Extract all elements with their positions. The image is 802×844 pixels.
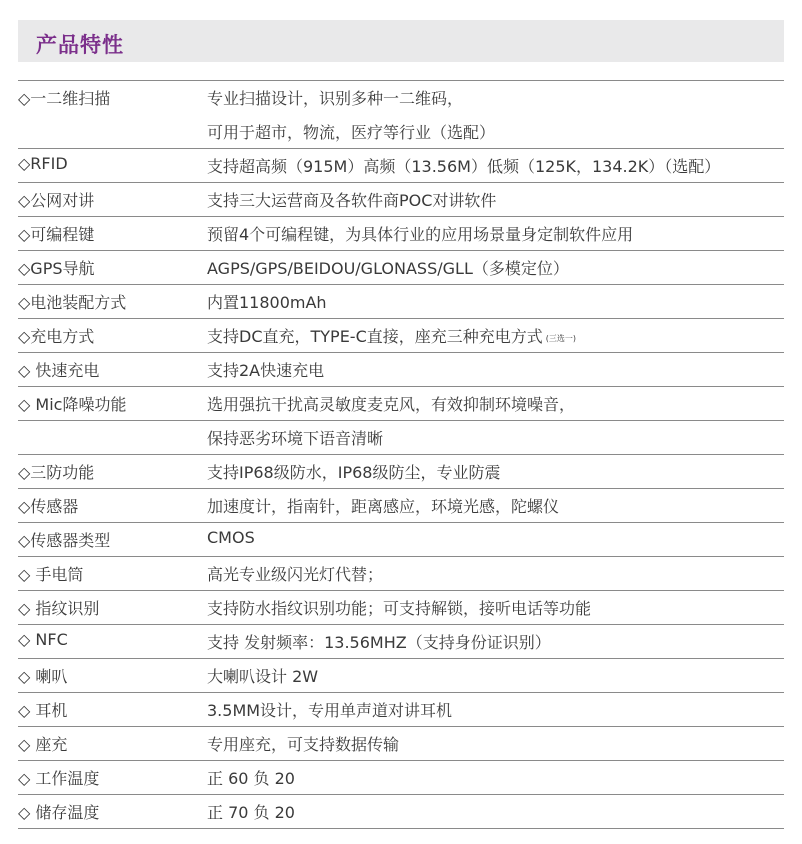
spec-label: ◇传感器类型 <box>18 531 111 550</box>
spec-value-text: 支持超高频（915M）高频（13.56M）低频（125K，134.2K）（选配） <box>207 157 721 176</box>
spec-value <box>207 86 463 109</box>
spec-row <box>18 183 784 217</box>
spec-value-text: 专业扫描设计，识别多种一二维码， <box>207 89 464 108</box>
spec-label: ◇电池装配方式 <box>18 293 127 312</box>
spec-value <box>207 324 576 347</box>
spec-value <box>207 256 569 279</box>
spec-value <box>207 664 318 687</box>
spec-table <box>18 80 784 829</box>
spec-value-text: 预留4个可编程键，为具体行业的应用场景量身定制软件应用 <box>207 225 634 244</box>
spec-value-text: 3.5MM设计，专用单声道对讲耳机 <box>207 701 453 720</box>
spec-value-text: 高光专业级闪光灯代替； <box>207 565 384 584</box>
spec-label: ◇ 快速充电 <box>18 361 100 380</box>
spec-row <box>18 489 784 523</box>
spec-value <box>207 120 495 143</box>
spec-label: ◇ 耳机 <box>18 701 68 720</box>
spec-value-text: 大喇叭设计 2W <box>207 667 319 686</box>
spec-row <box>18 81 784 115</box>
spec-label: ◇ 手电筒 <box>18 565 84 584</box>
spec-value <box>207 460 500 483</box>
spec-value-text: 支持2A快速充电 <box>207 361 325 380</box>
spec-label: ◇可编程键 <box>18 225 95 244</box>
spec-label: ◇三防功能 <box>18 463 95 482</box>
spec-value-text: CMOS <box>207 528 255 547</box>
spec-row <box>18 319 784 353</box>
spec-row <box>18 285 784 319</box>
spec-row <box>18 761 784 795</box>
spec-row <box>18 115 784 149</box>
spec-value-text: 保持恶劣环境下语音清晰 <box>207 429 384 448</box>
spec-value <box>207 392 575 415</box>
spec-row <box>18 387 784 421</box>
spec-row <box>18 591 784 625</box>
spec-value-text: 可用于超市，物流，医疗等行业（选配） <box>207 123 496 142</box>
spec-value-text: AGPS/GPS/BEIDOU/GLONASS/GLL（多模定位） <box>207 259 569 278</box>
spec-label: ◇ 工作温度 <box>18 769 100 788</box>
spec-row <box>18 727 784 761</box>
spec-value-note: (三选一) <box>545 334 576 343</box>
spec-row <box>18 795 784 829</box>
spec-value <box>207 494 559 517</box>
spec-value <box>207 630 551 653</box>
spec-row <box>18 217 784 251</box>
spec-value <box>207 426 383 449</box>
spec-value <box>207 290 327 313</box>
spec-value-text: 加速度计，指南针，距离感应，环境光感，陀螺仪 <box>207 497 560 516</box>
spec-row <box>18 523 784 557</box>
spec-row <box>18 149 784 183</box>
spec-row <box>18 659 784 693</box>
spec-row <box>18 251 784 285</box>
spec-value <box>207 154 720 177</box>
spec-label: ◇ Mic降噪功能 <box>18 395 127 414</box>
spec-value <box>207 222 633 245</box>
spec-value <box>207 698 452 721</box>
spec-value-text: 支持防水指纹识别功能；可支持解锁，接听电话等功能 <box>207 599 592 618</box>
spec-value <box>207 562 383 585</box>
spec-row <box>18 353 784 387</box>
spec-label: ◇ 储存温度 <box>18 803 100 822</box>
spec-value <box>207 800 295 823</box>
spec-value <box>207 528 255 547</box>
spec-value-text: 正 60 负 20 <box>207 769 295 788</box>
spec-value <box>207 596 591 619</box>
spec-value-text: 选用强抗干扰高灵敏度麦克风，有效抑制环境噪音， <box>207 395 576 414</box>
spec-label: ◇充电方式 <box>18 327 95 346</box>
spec-value <box>207 732 399 755</box>
spec-label: ◇ 座充 <box>18 735 68 754</box>
spec-value <box>207 358 324 381</box>
spec-value-text: 支持 发射频率：13.56MHZ（支持身份证识别） <box>207 633 551 652</box>
spec-label: ◇一二维扫描 <box>18 89 111 108</box>
spec-label: ◇传感器 <box>18 497 79 516</box>
spec-value-text: 专用座充，可支持数据传输 <box>207 735 400 754</box>
spec-row <box>18 421 784 455</box>
spec-label: ◇公网对讲 <box>18 191 95 210</box>
spec-value-text: 内置11800mAh <box>207 293 327 312</box>
spec-row <box>18 625 784 659</box>
spec-row <box>18 693 784 727</box>
spec-value-text: 支持IP68级防水，IP68级防尘，专业防震 <box>207 463 501 482</box>
spec-label: ◇RFID <box>18 154 68 173</box>
spec-value-text: 支持三大运营商及各软件商POC对讲软件 <box>207 191 497 210</box>
spec-value-text: 支持DC直充，TYPE-C直接，座充三种充电方式 <box>207 327 543 346</box>
spec-row <box>18 455 784 489</box>
section-title: 产品特性 <box>36 33 124 57</box>
spec-row <box>18 557 784 591</box>
spec-label: ◇ NFC <box>18 630 68 649</box>
section-header <box>18 20 784 62</box>
spec-value <box>207 188 496 211</box>
spec-label: ◇ 喇叭 <box>18 667 68 686</box>
spec-label: ◇ 指纹识别 <box>18 599 100 618</box>
spec-value-text: 正 70 负 20 <box>207 803 295 822</box>
spec-value <box>207 766 295 789</box>
spec-label: ◇GPS导航 <box>18 259 95 278</box>
